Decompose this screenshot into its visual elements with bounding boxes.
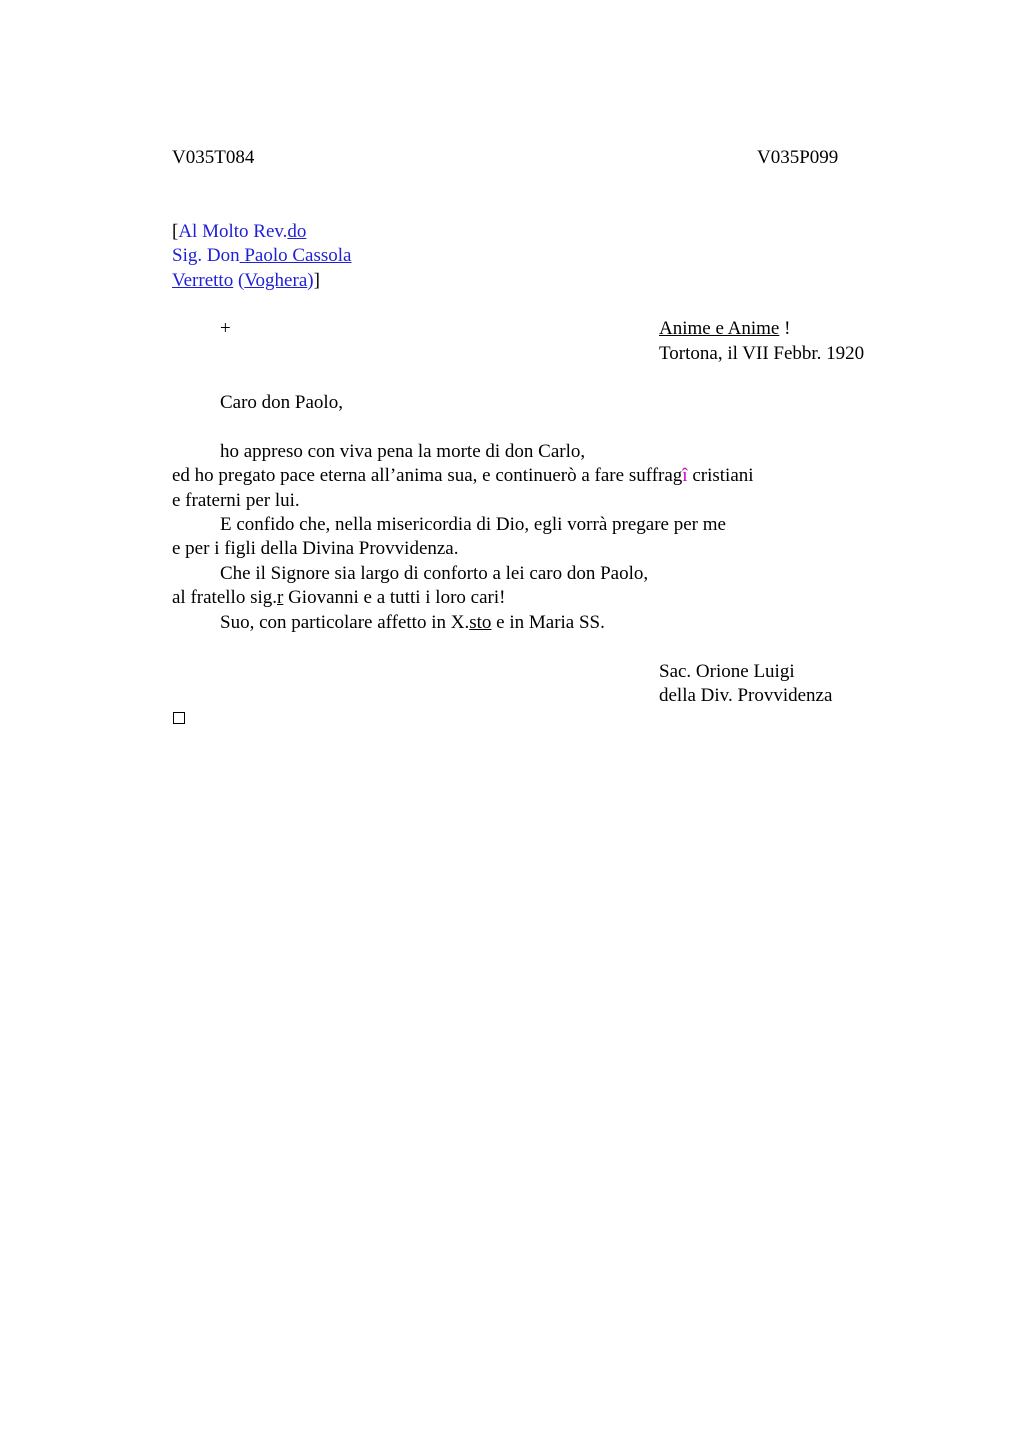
address-title: Al Molto Rev. [178, 221, 288, 242]
editorial-mark: î [682, 465, 688, 486]
abbrev-sto: sto [469, 612, 492, 633]
closing-line [220, 611, 605, 635]
body-line-7-text-b: Giovanni e a tutti i loro cari! [283, 587, 506, 608]
salutation: Caro don Paolo, [220, 392, 343, 413]
body-line-7 [172, 586, 505, 610]
closing-text-b: e in Maria SS. [491, 612, 605, 633]
close-bracket: ] [313, 270, 320, 291]
address-line-1 [172, 220, 306, 244]
address-line-3 [172, 269, 320, 293]
body-line-2-text-b: cristiani [687, 465, 754, 486]
motto [659, 317, 790, 341]
signature-name: Sac. Orione Luigi [659, 661, 795, 682]
address-recipient-name: Paolo Cassola [239, 245, 352, 266]
address-town: Verretto [172, 270, 234, 291]
address-title-abbrev: do [287, 221, 307, 242]
address-line-2 [172, 244, 351, 268]
open-bracket: [ [172, 221, 179, 242]
address-honorific: Sig. Don [172, 245, 240, 266]
document-code-left: V035T084 [172, 147, 255, 168]
motto-text: Anime e Anime [659, 318, 780, 339]
closing-text-a: Suo, con particolare affetto in X. [220, 612, 470, 633]
end-marker-box [173, 712, 185, 724]
body-line-2-text-a: ed ho pregato pace eterna all’anima sua, e continuerò a fare suffrag [172, 465, 683, 486]
document-code-right: V035P099 [757, 147, 839, 168]
signature-title: della Div. Provvidenza [659, 685, 833, 706]
address-paren-open: ( [233, 270, 245, 291]
body-line-6: Che il Signore sia largo di conforto a lei caro don Paolo, [220, 563, 649, 584]
body-line-7-text-a: al fratello sig. [172, 587, 277, 608]
body-line-5: e per i figli della Divina Provvidenza. [172, 538, 459, 559]
body-line-4: E confido che, nella misericordia di Dio, egli vorrà pregare per me [220, 514, 726, 535]
motto-suffix: ! [779, 318, 791, 339]
place-date: Tortona, il VII Febbr. 1920 [659, 343, 865, 364]
body-line-1: ho appreso con viva pena la morte di don Carlo, [220, 441, 586, 462]
address-paren-close: ) [307, 270, 314, 291]
address-province: Voghera [244, 270, 308, 291]
cross-symbol: + [220, 318, 231, 339]
body-line-3: e fraterni per lui. [172, 490, 300, 511]
abbrev-superscript-r: r [277, 587, 284, 608]
body-line-2 [172, 464, 754, 488]
